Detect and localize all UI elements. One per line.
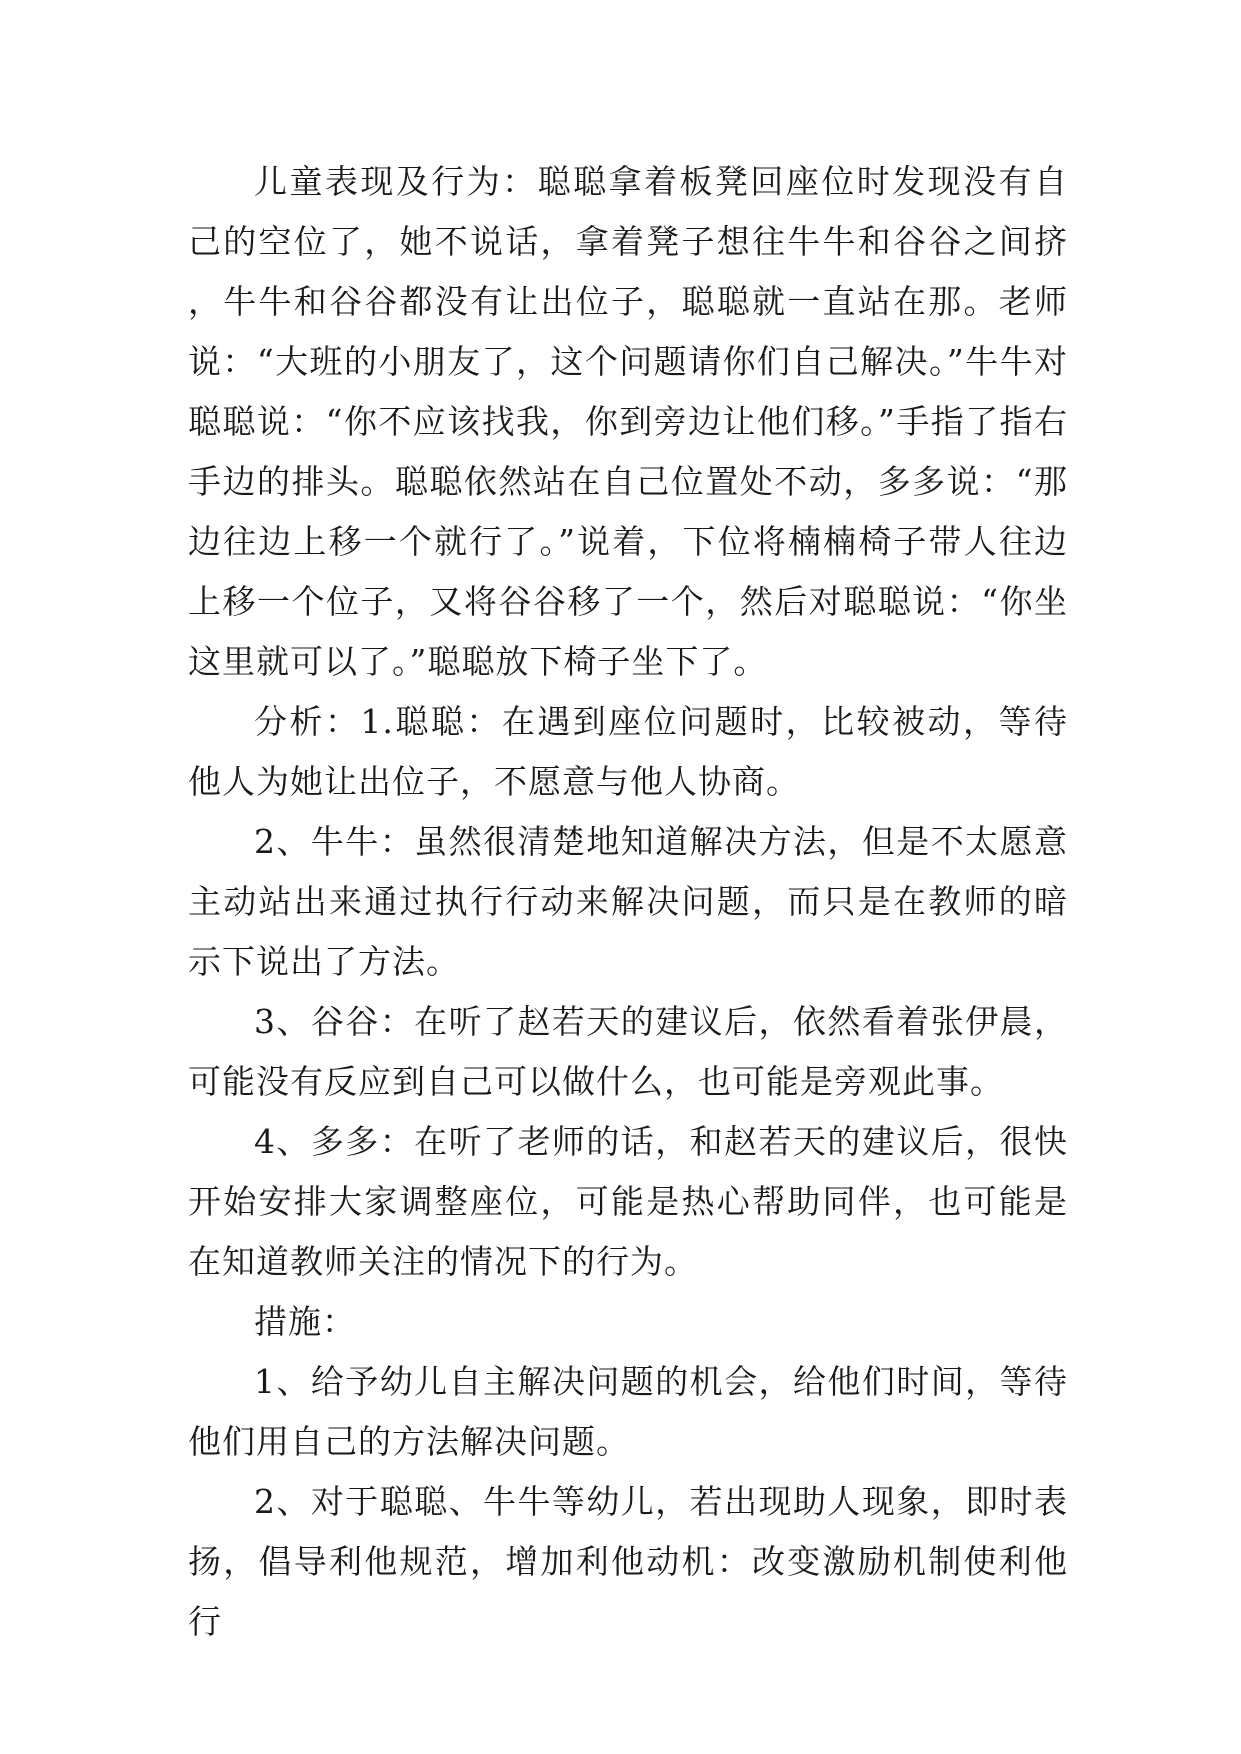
paragraph-analysis-2: 2、牛牛：虽然很清楚地知道解决方法，但是不太愿意主动站出来通过执行行动来解决问题，而只是在教师的暗示下说出了方法。 bbox=[188, 822, 1068, 981]
paragraph-measure-2: 2、对于聪聪、牛牛等幼儿，若出现助人现象，即时表扬，倡导利他规范，增加利他动机：改变激励机制使利他行 bbox=[188, 1482, 1068, 1641]
paragraph-analysis-1: 分析：1.聪聪：在遇到座位问题时，比较被动，等待他人为她让出位子，不愿意与他人协商。 bbox=[188, 702, 1068, 801]
document-body bbox=[188, 152, 1068, 1652]
paragraph-analysis-4: 4、多多：在听了老师的话，和赵若天的建议后，很快开始安排大家调整座位，可能是热心帮助同伴，也可能是在知道教师关注的情况下的行为。 bbox=[188, 1122, 1068, 1281]
paragraph-measures-heading: 措施： bbox=[254, 1302, 356, 1341]
paragraph-behavior: 儿童表现及行为：聪聪拿着板凳回座位时发现没有自己的空位了，她不说话，拿着凳子想往牛牛和谷谷之间挤，牛牛和谷谷都没有让出位子，聪聪就一直站在那。老师说：“大班的小朋友了，这个问题请你们自己解决。”牛牛对聪聪说：“你不应该找我，你到旁边让他们移。”手指了指右手边的排头。聪聪依然站在自己位置处不动，多多说：“那边往边上移一个就行了。”说着，下位将楠楠椅子带人往边上移一个位子，又将谷谷移了一个，然后对聪聪说：“你坐这里就可以了。”聪聪放下椅子坐下了。 bbox=[188, 162, 1068, 681]
paragraph-measure-1: 1、给予幼儿自主解决问题的机会，给他们时间，等待他们用自己的方法解决问题。 bbox=[188, 1362, 1068, 1461]
paragraph-analysis-3: 3、谷谷：在听了赵若天的建议后，依然看着张伊晨，可能没有反应到自己可以做什么，也可能是旁观此事。 bbox=[188, 1002, 1068, 1101]
